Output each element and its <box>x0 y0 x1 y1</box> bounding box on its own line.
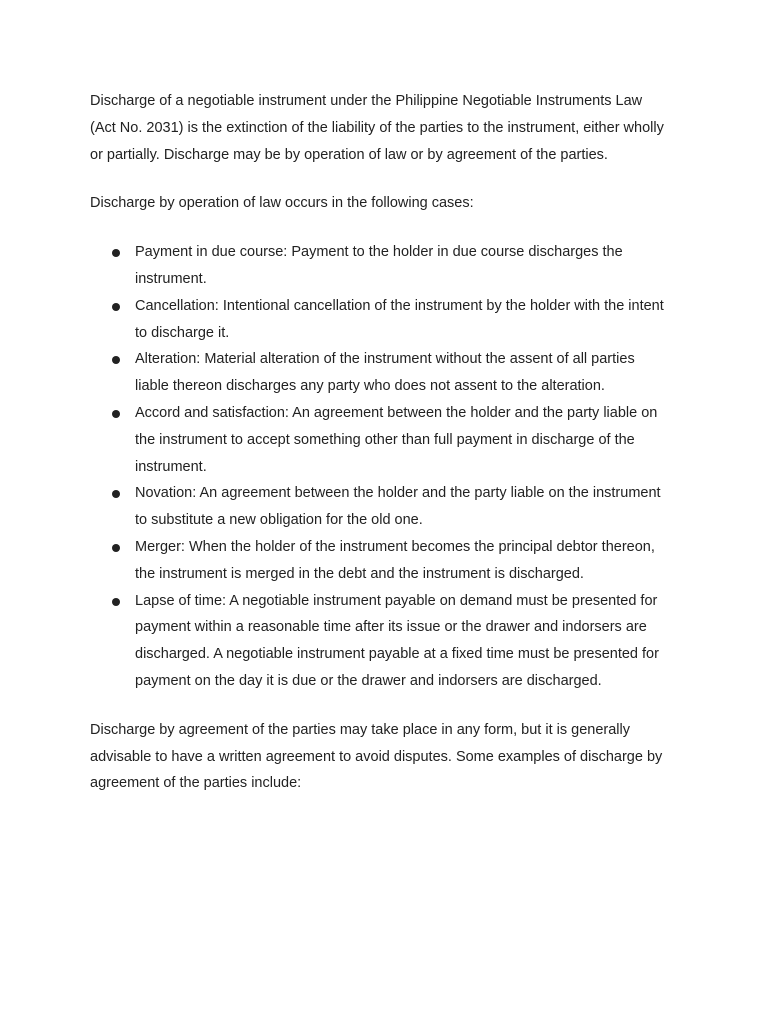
list-item-text: Accord and satisfaction: An agreement between the holder and the party liable on the instrument to accept something other than full payment in discharge of the instrument. <box>135 404 658 475</box>
intro-paragraph: Discharge of a negotiable instrument under the Philippine Negotiable Instruments Law (Act No. 2031) is the extinction of the liability of the parties to the instrument, either wholly or partially. Discharge may be by operation of law or by agreement of the parties. <box>90 93 664 163</box>
list-item <box>90 293 670 347</box>
list-item <box>90 588 670 695</box>
list-item <box>90 346 670 400</box>
list-item-text: Cancellation: Intentional cancellation of the instrument by the holder with the intent to discharge it. <box>135 297 664 341</box>
list-item <box>90 480 670 534</box>
operation-of-law-heading: Discharge by operation of law occurs in the following cases: <box>90 195 474 212</box>
list-item-text: Payment in due course: Payment to the holder in due course discharges the instrument. <box>135 244 623 287</box>
bullet-icon <box>112 410 120 418</box>
list-item <box>90 239 670 293</box>
list-item-text: Novation: An agreement between the holder and the party liable on the instrument to substitute a new obligation for the old one. <box>135 485 661 529</box>
list-item <box>90 400 670 480</box>
agreement-paragraph: Discharge by agreement of the parties may take place in any form, but it is generally advisable to have a written agreement to avoid disputes. Some examples of discharge by agreement of the parties include: <box>90 721 663 792</box>
list-item-text: Merger: When the holder of the instrument becomes the principal debtor thereon, the instrument is merged in the debt and the instrument is discharged. <box>135 538 655 582</box>
bullet-icon <box>112 598 120 606</box>
discharge-cases-list <box>90 239 670 695</box>
list-item-text: Alteration: Material alteration of the instrument without the assent of all parties liable thereon discharges any party who does not assent to the alteration. <box>135 351 635 395</box>
bullet-icon <box>112 249 120 257</box>
bullet-icon <box>112 356 120 364</box>
bullet-icon <box>112 544 120 552</box>
list-item-text: Lapse of time: A negotiable instrument payable on demand must be presented for payment within a reasonable time after its issue or the drawer and indorsers are discharged. A negotiable instrument payable at a fixed time must be presented for payment on the day it is due or the drawer and indorsers are discharged. <box>135 592 659 689</box>
bullet-icon <box>112 303 120 311</box>
list-item <box>90 534 670 588</box>
bullet-icon <box>112 490 120 498</box>
document-body <box>90 88 670 819</box>
